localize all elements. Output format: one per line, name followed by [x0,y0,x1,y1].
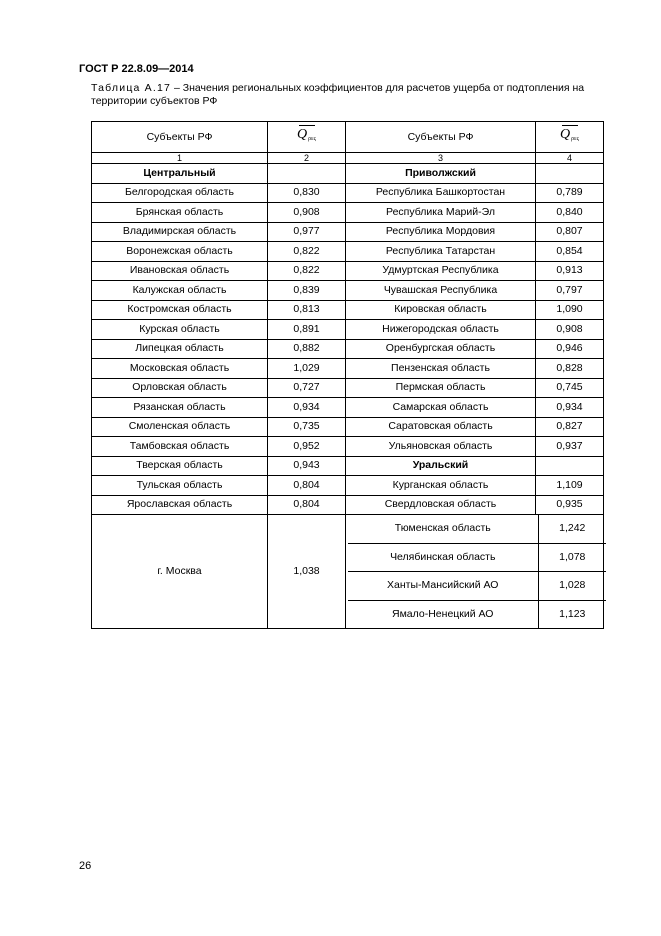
table-cell-c4: 0,827 [536,417,604,437]
table-cell-c3: Республика Мордовия [346,222,536,242]
table-cell-c1: Тульская область [92,476,268,496]
table-cell-c2 [268,164,346,184]
table-cell-c3: Кировская область [346,300,536,320]
table-cell-c4: 0,913 [536,261,604,281]
table-cell-c2: 0,943 [268,456,346,476]
table-cell-c1: Владимирская область [92,222,268,242]
table-row [92,378,604,398]
table-row [92,456,604,476]
table-cell-c3: Курганская область [346,476,536,496]
table-row [92,476,604,496]
table-cell-c1: Брянская область [92,203,268,223]
table-cell-c4: 0,946 [536,339,604,359]
table-cell-c3: Республика Татарстан [346,242,536,262]
table-cell-c2: 0,977 [268,222,346,242]
table-cell-c2: 0,813 [268,300,346,320]
table-cell-c2: 0,822 [268,242,346,262]
col-header-subjects-2: Субъекты РФ [346,122,536,153]
table-cell-c3: Оренбургская область [346,339,536,359]
table-row [348,600,606,628]
table-cell-c2: 0,822 [268,261,346,281]
table-cell-c2: 0,882 [268,339,346,359]
table-row-last [92,515,604,629]
table-row [92,164,604,184]
table-cell-c2: 0,891 [268,320,346,340]
table-row [92,320,604,340]
table-cell-c3: Приволжский [346,164,536,184]
table-cell-c4: 1,078 [538,543,606,572]
table-cell-c1: Центральный [92,164,268,184]
table-cell-c3: Челябинская область [348,543,538,572]
table-cell-c3: Ханты-Мансийский АО [348,572,538,601]
table-cell-c3: Удмуртская Республика [346,261,536,281]
column-number-row [92,153,604,164]
table-cell-c3: Нижегородская область [346,320,536,340]
table-cell-c1: Тверская область [92,456,268,476]
table-cell-c3: Саратовская область [346,417,536,437]
table-cell-c4: 0,934 [536,398,604,418]
table-cell-c4: 0,745 [536,378,604,398]
table-cell-c4 [536,164,604,184]
table-caption [91,82,631,108]
table-cell-c3: Самарская область [346,398,536,418]
table-row [92,261,604,281]
coefficient-symbol: Q [296,127,308,142]
coefficient-subscript: ρες [308,136,316,142]
table-row [92,242,604,262]
table-cell-c2: 0,934 [268,398,346,418]
table-cell-c1: Курская область [92,320,268,340]
document-code: ГОСТ Р 22.8.09—2014 [79,63,194,75]
col-header-coefficient-2 [536,122,604,153]
table-cell-c1: Смоленская область [92,417,268,437]
table-row [92,222,604,242]
table-cell-c3: Свердловская область [346,495,536,515]
col-header-subjects-1: Субъекты РФ [92,122,268,153]
table-cell-c3: Республика Марий-Эл [346,203,536,223]
table-cell-c2: 0,804 [268,495,346,515]
table-cell-c2: 0,804 [268,476,346,496]
table-cell-c4: 0,789 [536,183,604,203]
table-header-row [92,122,604,153]
table-cell-c1: Калужская область [92,281,268,301]
coefficients-table [91,121,604,629]
column-number: 3 [346,153,536,164]
table-cell-c4: 0,935 [536,495,604,515]
table-cell-c3: Пензенская область [346,359,536,379]
table-cell-c1: Московская область [92,359,268,379]
table-cell-c1: Липецкая область [92,339,268,359]
table-cell-c3: Республика Башкортостан [346,183,536,203]
table-cell-c3: Тюменская область [348,515,538,543]
table-caption-label: Таблица А.17 [91,82,172,94]
table-row [92,495,604,515]
table-cell-c3: Уральский [346,456,536,476]
table-row [92,281,604,301]
table-cell-c1: Белгородская область [92,183,268,203]
coefficient-symbol: Q [559,127,571,142]
table-cell-c2: 0,908 [268,203,346,223]
table-cell-c4: 1,090 [536,300,604,320]
table-cell-c1: Орловская область [92,378,268,398]
table-row [92,300,604,320]
col-header-coefficient-1 [268,122,346,153]
column-number: 4 [536,153,604,164]
table-cell-c3: Ямало-Ненецкий АО [348,600,538,628]
table-cell-c4: 1,109 [536,476,604,496]
column-number: 2 [268,153,346,164]
table-cell-c4: 0,807 [536,222,604,242]
table-cell-c3: Ульяновская область [346,437,536,457]
table-cell-c4: 1,123 [559,607,586,620]
table-row [92,437,604,457]
table-row [92,183,604,203]
table-row [92,359,604,379]
table-row [348,515,606,543]
table-cell-c2: 0,839 [268,281,346,301]
column-number: 1 [92,153,268,164]
table-cell-c1: Рязанская область [92,398,268,418]
coefficient-subscript: ρες [571,136,579,142]
table-cell-c4 [536,456,604,476]
table-cell-c1: Костромская область [92,300,268,320]
table-cell-c2: 0,952 [268,437,346,457]
ural-subgroup-cell [346,515,604,629]
table-cell-c4: 0,908 [536,320,604,340]
table-caption-text: – Значения региональных коэффициентов для расчетов ущерба от подтопления на территории субъектов РФ [91,82,585,107]
table-cell-c1: Воронежская область [92,242,268,262]
ural-subgroup-table [348,515,606,628]
table-cell-c2: 1,038 [268,515,346,629]
table-cell-c1: Тамбовская область [92,437,268,457]
table-row [92,398,604,418]
table-cell-c4: 1,028 [538,572,606,601]
table-cell-c4: 0,797 [536,281,604,301]
table-cell-c2: 1,029 [268,359,346,379]
table-row [92,203,604,223]
table-cell-c1: Ярославская область [92,495,268,515]
table-cell-c2: 0,735 [268,417,346,437]
table-row [92,339,604,359]
page-number: 26 [79,860,92,872]
table-cell-c4: 1,242 [538,515,606,543]
table-cell-c4: 0,840 [536,203,604,223]
table-cell-c1: г. Москва [92,515,268,629]
table-cell-c3: Чувашская Республика [346,281,536,301]
table-cell-c4: 0,828 [536,359,604,379]
table-cell-c2: 0,830 [268,183,346,203]
table-cell-c4: 0,854 [536,242,604,262]
table-cell-c4: 0,937 [536,437,604,457]
table-cell-c2: 0,727 [268,378,346,398]
table-row [348,572,606,601]
table-cell-c1: Ивановская область [92,261,268,281]
table-row [348,543,606,572]
table-cell-c3: Пермская область [346,378,536,398]
table-row [92,417,604,437]
